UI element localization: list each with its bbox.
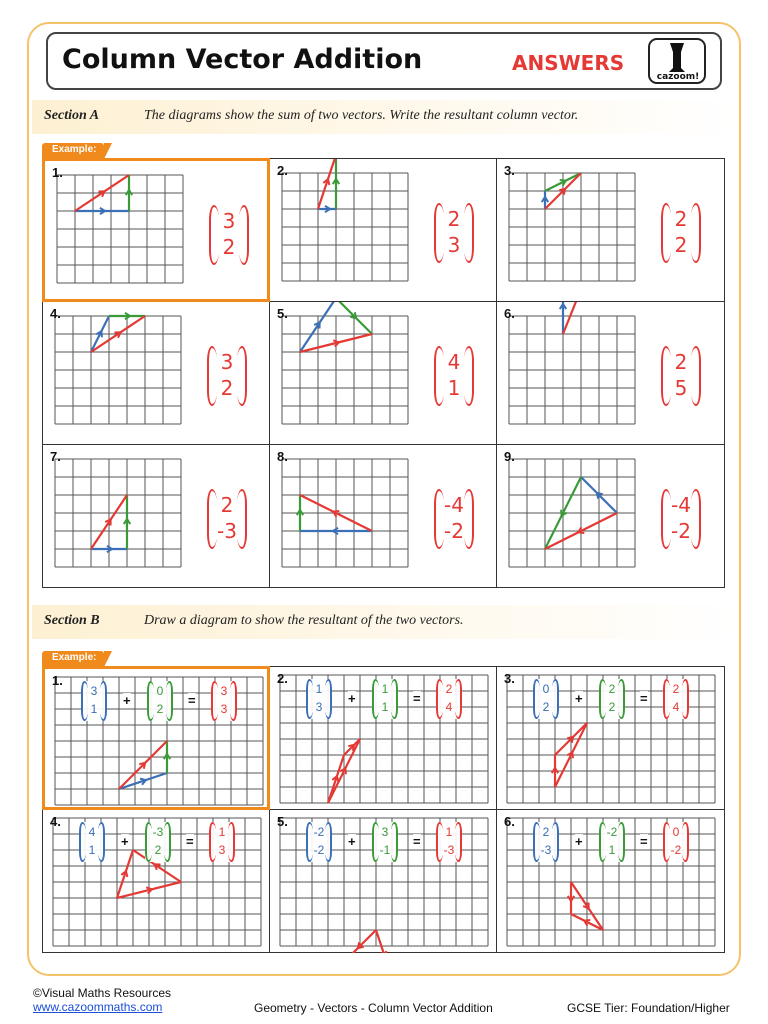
answer-y: 2 <box>222 235 236 259</box>
vector-b <box>599 679 625 719</box>
equals-sign: = <box>413 834 421 849</box>
plus-sign: + <box>121 834 129 849</box>
equals-sign: = <box>640 691 648 706</box>
question-cell-b4 <box>42 809 270 953</box>
equals-sign: = <box>413 691 421 706</box>
question-number: 4. <box>50 306 61 321</box>
question-cell-a2 <box>269 158 497 302</box>
vector-x: 1 <box>445 825 453 839</box>
vector-b-arrow <box>164 741 170 773</box>
question-number: 5. <box>277 306 288 321</box>
vector-b <box>372 822 398 862</box>
question-number: 6. <box>504 814 515 829</box>
answer-y: -2 <box>671 519 691 543</box>
section-a-label: Section A <box>44 108 100 123</box>
question-number: 3. <box>504 163 515 178</box>
section-b-header <box>32 605 738 639</box>
vector-y: 1 <box>88 843 96 857</box>
vector-y: -2 <box>670 843 682 857</box>
vector-x: 1 <box>315 682 323 696</box>
answer-column-vector <box>434 489 474 549</box>
plus-sign: + <box>348 691 356 706</box>
vector-y: 1 <box>608 843 616 857</box>
equals-sign: = <box>640 834 648 849</box>
question-cell-a9 <box>496 444 725 588</box>
equals-sign: = <box>188 693 196 708</box>
vector-y: 2 <box>608 700 616 714</box>
answer-x: 3 <box>222 209 236 233</box>
question-cell-a1 <box>42 158 270 302</box>
vector-y: 3 <box>218 843 226 857</box>
vector-x: -2 <box>606 825 618 839</box>
vector-y: 3 <box>315 700 323 714</box>
question-number: 1. <box>52 673 63 688</box>
question-cell-b1 <box>42 666 270 810</box>
question-cell-b3 <box>496 666 725 810</box>
vector-b-arrow <box>297 495 303 531</box>
vector-y: -2 <box>313 843 325 857</box>
section-b-label: Section B <box>44 613 100 628</box>
footer-tier: GCSE Tier: Foundation/Higher <box>567 1001 730 1015</box>
vector-b <box>599 822 625 862</box>
vector-a-arrow <box>300 528 372 534</box>
vector-x: 0 <box>542 682 550 696</box>
answers-label: ANSWERS <box>512 51 625 75</box>
vector-x: 1 <box>218 825 226 839</box>
vector-a-arrow <box>75 208 129 214</box>
answer-column-vector <box>661 203 701 263</box>
vector-b-arrow <box>109 313 145 319</box>
vector-y: 4 <box>445 700 453 714</box>
question-cell-a6 <box>496 301 725 445</box>
answer-y: 3 <box>447 233 461 257</box>
vector-y: 2 <box>542 700 550 714</box>
answer-column-vector <box>209 205 249 265</box>
website-link[interactable]: www.cazoommaths.com <box>33 1000 163 1014</box>
vector-x: 3 <box>220 684 228 698</box>
vector-y: 3 <box>220 702 228 716</box>
vector-x: 2 <box>608 682 616 696</box>
vector-a-arrow <box>318 206 336 212</box>
answer-column-vector <box>434 346 474 406</box>
question-cell-a4 <box>42 301 270 445</box>
question-cell-b6 <box>496 809 725 953</box>
question-cell-a8 <box>269 444 497 588</box>
footer-left <box>33 986 171 1014</box>
question-cell-a7 <box>42 444 270 588</box>
question-number: 1. <box>52 165 63 180</box>
vector-b <box>147 681 173 721</box>
vector-a <box>533 679 559 719</box>
vector-y: 2 <box>154 843 162 857</box>
question-cell-a5 <box>269 301 497 445</box>
question-number: 2. <box>277 671 288 686</box>
answer-x: 2 <box>674 207 688 231</box>
resultant-arrow <box>376 930 392 953</box>
vector-a-arrow <box>91 546 127 552</box>
question-number: 7. <box>50 449 61 464</box>
vector-b-arrow <box>126 175 132 211</box>
answer-x: 2 <box>674 350 688 374</box>
vector-x: 0 <box>156 684 164 698</box>
section-a-instruction: The diagrams show the sum of two vectors. Write the resultant column vector. <box>144 108 579 123</box>
example-tab-b: Example: <box>42 651 104 667</box>
answer-y: 5 <box>674 376 688 400</box>
answer-x: -4 <box>444 493 464 517</box>
vector-x: 3 <box>90 684 98 698</box>
vector-a <box>81 681 107 721</box>
copyright-text: ©Visual Maths Resources <box>33 986 172 1000</box>
vector-y: 1 <box>90 702 98 716</box>
plus-sign: + <box>575 834 583 849</box>
answer-x: 2 <box>220 493 234 517</box>
vector-y: -1 <box>379 843 391 857</box>
answer-x: -4 <box>671 493 691 517</box>
question-cell-b5 <box>269 809 497 953</box>
vector-x: 0 <box>672 825 680 839</box>
equals-sign: = <box>186 834 194 849</box>
vector-x: -2 <box>313 825 325 839</box>
resultant-vector <box>436 679 462 719</box>
answer-y: -2 <box>444 519 464 543</box>
vector-a <box>533 822 559 862</box>
resultant-vector <box>663 679 689 719</box>
answer-column-vector <box>434 203 474 263</box>
vector-y: 2 <box>156 702 164 716</box>
page-title: Column Vector Addition <box>62 44 423 75</box>
vector-y: -3 <box>540 843 552 857</box>
resultant-vector <box>663 822 689 862</box>
vector-a <box>79 822 105 862</box>
resultant-vector <box>209 822 235 862</box>
answer-y: 2 <box>220 376 234 400</box>
question-number: 3. <box>504 671 515 686</box>
resultant-arrow <box>117 850 133 898</box>
vector-y: 1 <box>381 700 389 714</box>
section-b-instruction: Draw a diagram to show the resultant of the two vectors. <box>144 613 464 628</box>
vector-x: 2 <box>672 682 680 696</box>
answer-y: 1 <box>447 376 461 400</box>
resultant-vector <box>436 822 462 862</box>
answer-column-vector <box>207 346 247 406</box>
vector-x: 3 <box>381 825 389 839</box>
answer-x: 4 <box>447 350 461 374</box>
plus-sign: + <box>348 834 356 849</box>
vector-b <box>145 822 171 862</box>
resultant-vector <box>211 681 237 721</box>
answer-x: 2 <box>447 207 461 231</box>
vector-y: -3 <box>443 843 455 857</box>
answer-column-vector <box>661 346 701 406</box>
question-number: 9. <box>504 449 515 464</box>
question-cell-a3 <box>496 158 725 302</box>
vector-x: 4 <box>88 825 96 839</box>
answer-y: 2 <box>674 233 688 257</box>
vector-a <box>306 679 332 719</box>
section-a-header <box>32 100 738 134</box>
question-cell-b2 <box>269 666 497 810</box>
question-number: 8. <box>277 449 288 464</box>
plus-sign: + <box>575 691 583 706</box>
question-number: 5. <box>277 814 288 829</box>
vector-x: 1 <box>381 682 389 696</box>
vector-b-arrow <box>124 495 130 549</box>
question-number: 6. <box>504 306 515 321</box>
logo-text: cazoom! <box>656 72 700 82</box>
question-number: 4. <box>50 814 61 829</box>
plus-sign: + <box>123 693 131 708</box>
answer-y: -3 <box>217 519 237 543</box>
answer-x: 3 <box>220 350 234 374</box>
vector-a <box>306 822 332 862</box>
vector-b <box>372 679 398 719</box>
footer-topic: Geometry - Vectors - Column Vector Addition <box>254 1001 493 1015</box>
question-number: 2. <box>277 163 288 178</box>
example-tab-a: Example: <box>42 143 104 159</box>
vector-x: 2 <box>445 682 453 696</box>
vector-x: -3 <box>152 825 164 839</box>
answer-column-vector <box>207 489 247 549</box>
vector-x: 2 <box>542 825 550 839</box>
answer-column-vector <box>661 489 701 549</box>
vector-y: 4 <box>672 700 680 714</box>
vector-b-arrow <box>333 159 339 209</box>
